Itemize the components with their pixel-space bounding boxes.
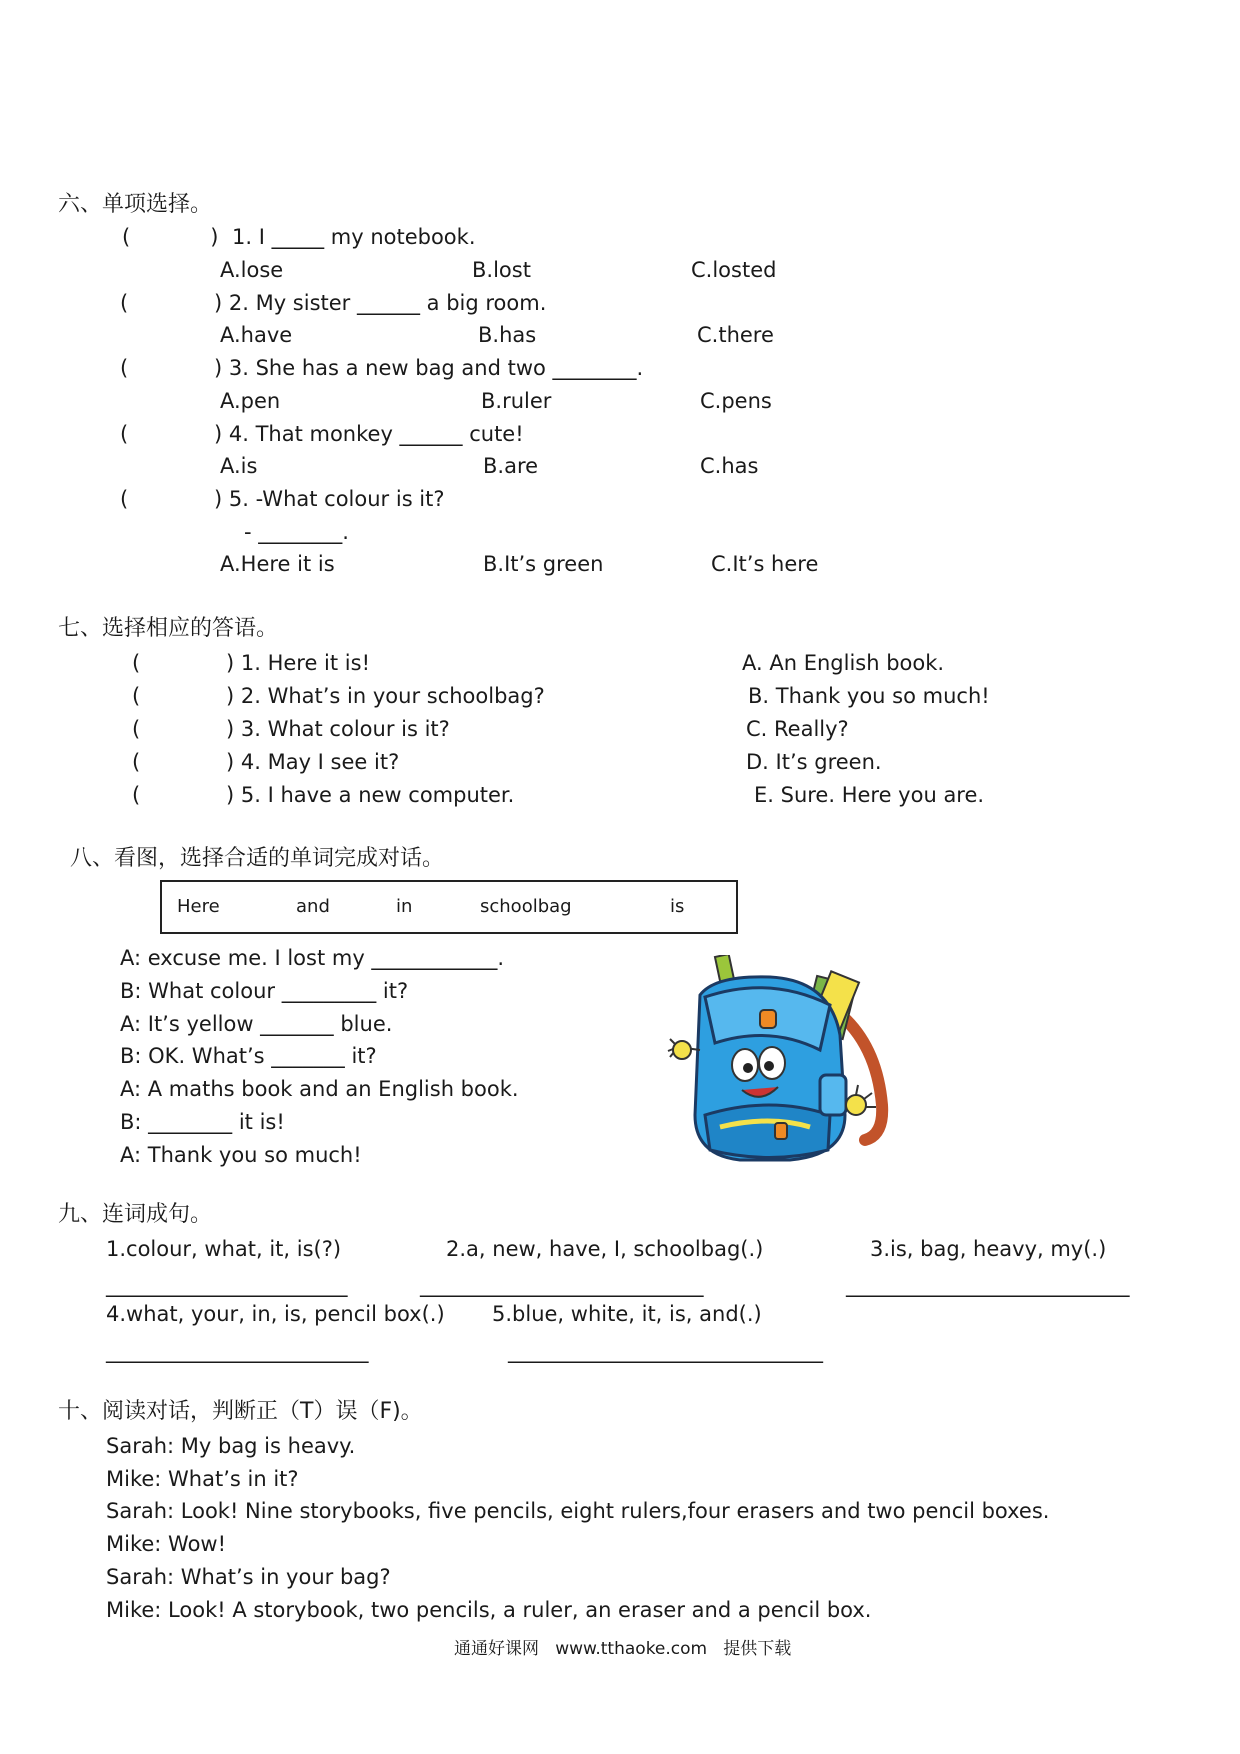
answer-line-5[interactable]: ______________________________ bbox=[508, 1339, 823, 1363]
match-3-bracket[interactable]: ( bbox=[132, 717, 141, 741]
match-2-bracket[interactable]: ( bbox=[132, 684, 141, 708]
word-bank-word: schoolbag bbox=[480, 896, 572, 917]
q4-option-b: B.are bbox=[483, 454, 539, 478]
scramble-item-2: 2.a, new, have, I, schoolbag(.) bbox=[446, 1237, 764, 1261]
dialogue-line: A: A maths book and an English book. bbox=[120, 1077, 519, 1101]
q3-option-b: B.ruler bbox=[481, 389, 552, 413]
q5-stem: ) 5. -What colour is it? bbox=[214, 487, 445, 511]
dialogue-line: B: What colour _________ it? bbox=[120, 979, 409, 1003]
section-9-heading: 九、连词成句。 bbox=[58, 1202, 213, 1227]
reading-line: Mike: What’s in it? bbox=[106, 1467, 299, 1491]
q1-option-c: C.losted bbox=[691, 258, 777, 282]
match-answer-d: D. It’s green. bbox=[746, 750, 882, 774]
q4-answer-bracket[interactable]: ( bbox=[120, 422, 129, 446]
q5-stem-reply: - ________. bbox=[244, 520, 349, 544]
dialogue-line: B: ________ it is! bbox=[120, 1110, 285, 1134]
section-10-heading: 十、阅读对话，判断正（T）误（F)。 bbox=[58, 1399, 423, 1424]
q4-option-c: C.has bbox=[700, 454, 759, 478]
q2-option-c: C.there bbox=[697, 323, 774, 347]
section-7-heading: 七、选择相应的答语。 bbox=[58, 616, 279, 641]
answer-line-3[interactable]: ___________________________ bbox=[846, 1273, 1130, 1297]
dialogue-line: B: OK. What’s _______ it? bbox=[120, 1044, 377, 1068]
match-4-question: ) 4. May I see it? bbox=[226, 750, 400, 774]
word-bank-word: Here bbox=[177, 896, 220, 917]
section-6-heading: 六、单项选择。 bbox=[58, 192, 213, 217]
word-bank-word: in bbox=[396, 896, 413, 917]
scramble-item-5: 5.blue, white, it, is, and(.) bbox=[492, 1302, 762, 1326]
match-3-question: ) 3. What colour is it? bbox=[226, 717, 450, 741]
match-answer-b: B. Thank you so much! bbox=[748, 684, 990, 708]
match-answer-e: E. Sure. Here you are. bbox=[754, 783, 985, 807]
match-answer-c: C. Really? bbox=[746, 717, 849, 741]
reading-line: Mike: Wow! bbox=[106, 1532, 227, 1556]
q4-stem: ) 4. That monkey ______ cute! bbox=[214, 422, 524, 446]
dialogue-line: A: It’s yellow _______ blue. bbox=[120, 1012, 393, 1036]
q1-answer-bracket[interactable]: ( ) bbox=[122, 225, 219, 249]
q5-option-b: B.It’s green bbox=[483, 552, 604, 576]
answer-line-1[interactable]: _______________________ bbox=[106, 1273, 348, 1297]
reading-line: Mike: Look! A storybook, two pencils, a ruler, an eraser and a pencil box. bbox=[106, 1598, 872, 1622]
q5-option-c: C.It’s here bbox=[711, 552, 819, 576]
q1-option-b: B.lost bbox=[472, 258, 531, 282]
answer-line-2[interactable]: ___________________________ bbox=[420, 1273, 704, 1297]
q5-option-a: A.Here it is bbox=[220, 552, 335, 576]
q4-option-a: A.is bbox=[220, 454, 258, 478]
dialogue-line: A: Thank you so much! bbox=[120, 1143, 362, 1167]
reading-line: Sarah: What’s in your bag? bbox=[106, 1565, 391, 1589]
match-4-bracket[interactable]: ( bbox=[132, 750, 141, 774]
scramble-item-4: 4.what, your, in, is, pencil box(.) bbox=[106, 1302, 445, 1326]
q3-option-a: A.pen bbox=[220, 389, 281, 413]
page-footer: 通通好课网 www.tthaoke.com 提供下载 bbox=[454, 1639, 792, 1659]
q2-option-a: A.have bbox=[220, 323, 293, 347]
q3-answer-bracket[interactable]: ( bbox=[120, 356, 129, 380]
scramble-item-1: 1.colour, what, it, is(?) bbox=[106, 1237, 342, 1261]
match-answer-a: A. An English book. bbox=[742, 651, 945, 675]
word-bank-word: is bbox=[670, 896, 685, 917]
scramble-item-3: 3.is, bag, heavy, my(.) bbox=[870, 1237, 1107, 1261]
q2-answer-bracket[interactable]: ( bbox=[120, 291, 129, 315]
match-5-bracket[interactable]: ( bbox=[132, 783, 141, 807]
q1-stem: 1. I _____ my notebook. bbox=[232, 225, 476, 249]
match-5-question: ) 5. I have a new computer. bbox=[226, 783, 515, 807]
word-bank-box bbox=[160, 880, 738, 934]
q1-option-a: A.lose bbox=[220, 258, 284, 282]
match-1-bracket[interactable]: ( bbox=[132, 651, 141, 675]
q3-option-c: C.pens bbox=[700, 389, 772, 413]
dialogue-line: A: excuse me. I lost my ____________. bbox=[120, 946, 505, 970]
reading-line: Sarah: My bag is heavy. bbox=[106, 1434, 356, 1458]
section-8-heading: 八、看图，选择合适的单词完成对话。 bbox=[70, 846, 445, 871]
q2-option-b: B.has bbox=[478, 323, 537, 347]
q5-answer-bracket[interactable]: ( bbox=[120, 487, 129, 511]
answer-line-4[interactable]: _________________________ bbox=[106, 1339, 369, 1363]
word-bank-word: and bbox=[296, 896, 330, 917]
reading-line: Sarah: Look! Nine storybooks, five pencils, eight rulers,four erasers and two pencil boxes. bbox=[106, 1499, 1050, 1523]
match-2-question: ) 2. What’s in your schoolbag? bbox=[226, 684, 545, 708]
match-1-question: ) 1. Here it is! bbox=[226, 651, 370, 675]
schoolbag-illustration bbox=[660, 955, 900, 1165]
q3-stem: ) 3. She has a new bag and two ________. bbox=[214, 356, 644, 380]
q2-stem: ) 2. My sister ______ a big room. bbox=[214, 291, 547, 315]
